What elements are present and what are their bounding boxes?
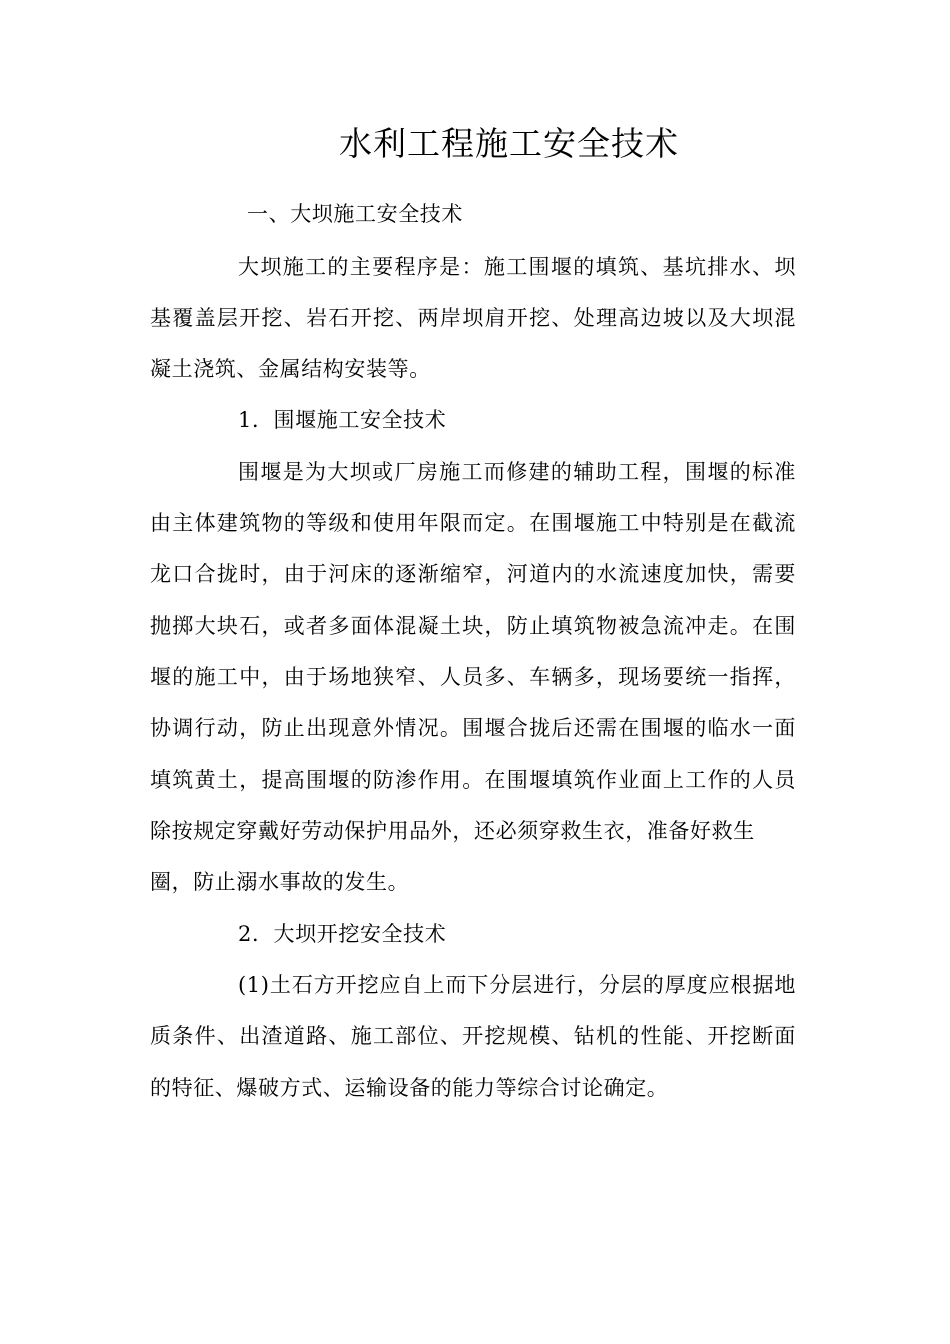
subsection-heading-cofferdam: 1．围堰施工安全技术 (238, 408, 447, 432)
section-heading-dam: 一、大坝施工安全技术 (247, 202, 463, 226)
paragraph-line: 由主体建筑物的等级和使用年限而定。在围堰施工中特别是在截流 (150, 511, 796, 535)
paragraph-line: 质条件、出渣道路、施工部位、开挖规模、钻机的性能、开挖断面 (150, 1024, 796, 1048)
paragraph-line: 除按规定穿戴好劳动保护用品外，还必须穿救生衣，准备好救生 (150, 819, 755, 843)
paragraph-line: (1)土石方开挖应自上而下分层进行，分层的厚度应根据地 (238, 973, 796, 997)
subsection-heading-excavation: 2．大坝开挖安全技术 (238, 922, 447, 946)
paragraph-line: 填筑黄土，提高围堰的防渗作用。在围堰填筑作业面上工作的人员 (150, 768, 796, 792)
paragraph-line: 堰的施工中，由于场地狭窄、人员多、车辆多，现场要统一指挥， (150, 665, 796, 689)
paragraph-line: 基覆盖层开挖、岩石开挖、两岸坝肩开挖、处理高边坡以及大坝混 (150, 306, 796, 330)
paragraph-line: 的特征、爆破方式、运输设备的能力等综合讨论确定。 (150, 1076, 669, 1100)
paragraph-line: 抛掷大块石，或者多面体混凝土块，防止填筑物被急流冲走。在围 (150, 614, 796, 638)
paragraph-line: 协调行动，防止出现意外情况。围堰合拢后还需在围堰的临水一面 (150, 716, 796, 740)
paragraph-line: 大坝施工的主要程序是：施工围堰的填筑、基坑排水、坝 (238, 255, 796, 279)
paragraph-line: 凝土浇筑、金属结构安装等。 (150, 357, 431, 381)
document-title: 水利工程施工安全技术 (339, 124, 679, 163)
paragraph-line: 围堰是为大坝或厂房施工而修建的辅助工程，围堰的标准 (238, 460, 796, 484)
paragraph-line: 圈，防止溺水事故的发生。 (150, 870, 410, 894)
paragraph-line: 龙口合拢时，由于河床的逐渐缩窄，河道内的水流速度加快，需要 (150, 562, 796, 586)
